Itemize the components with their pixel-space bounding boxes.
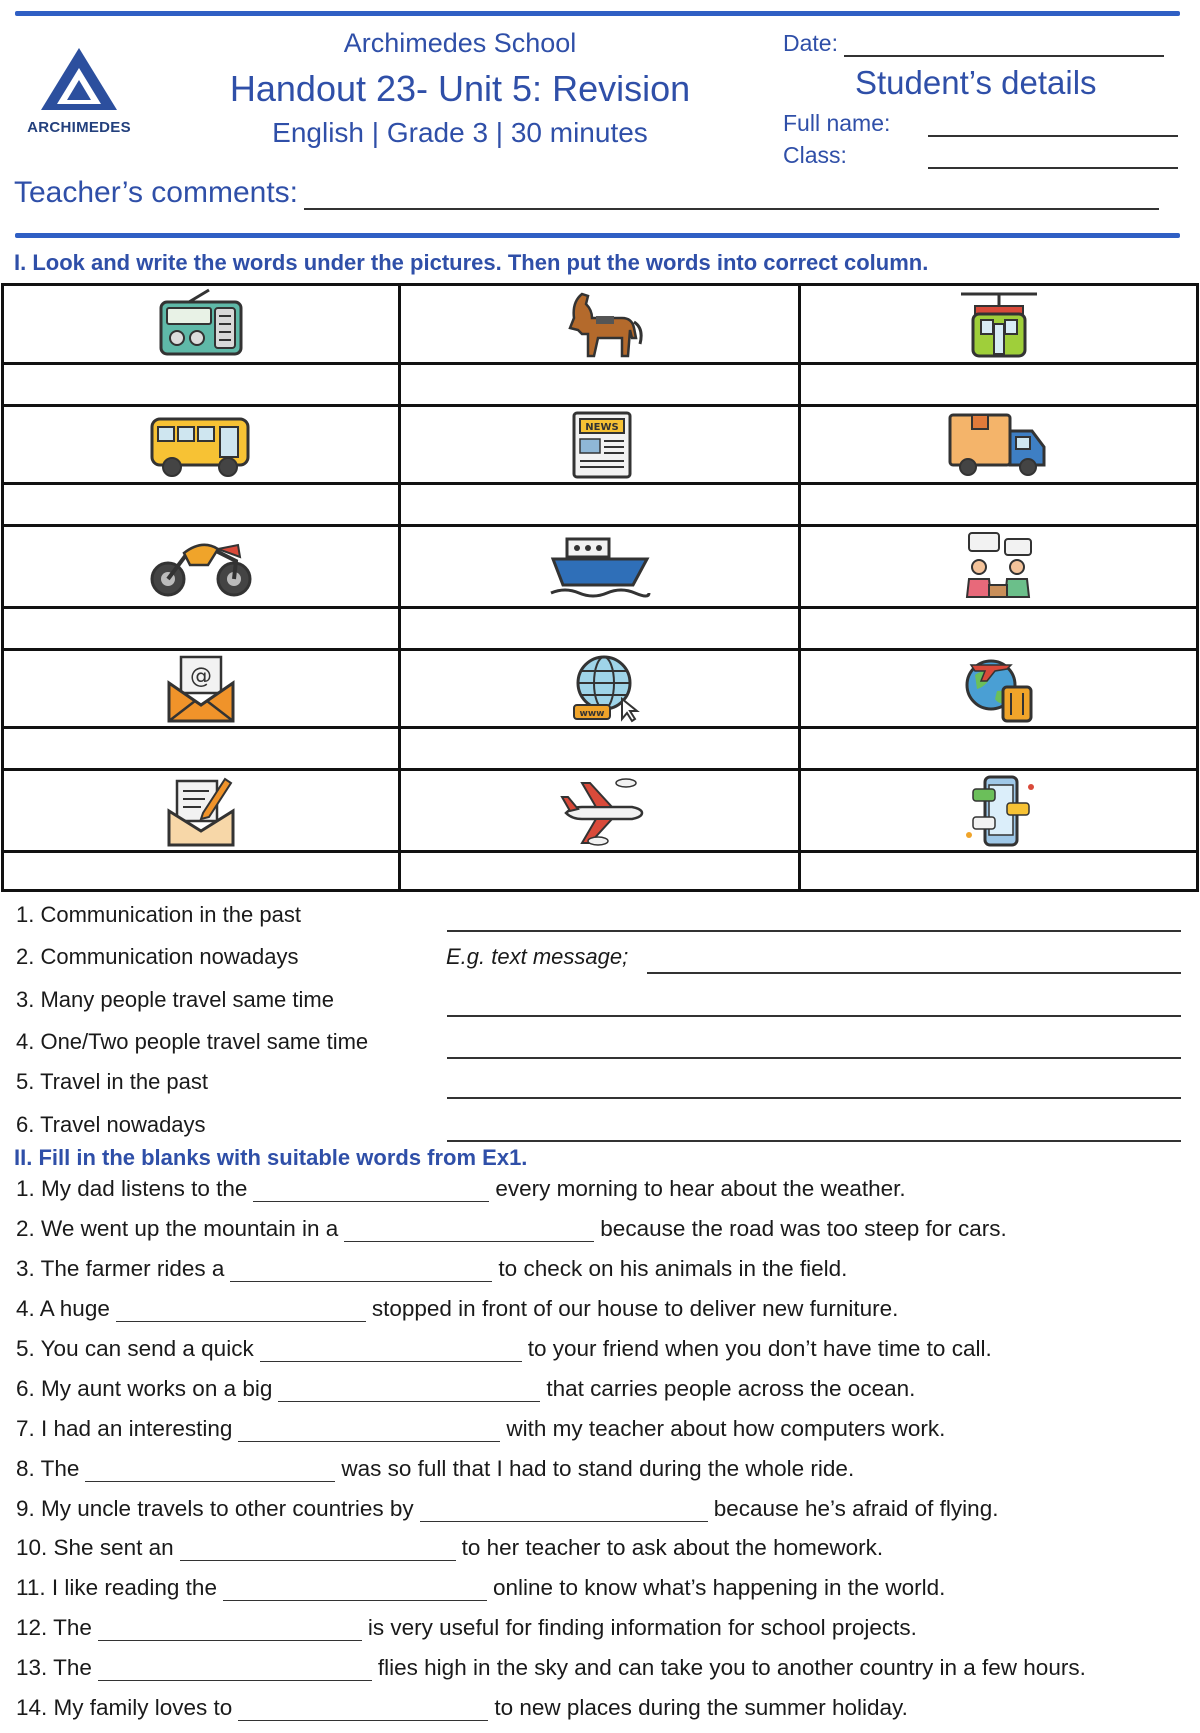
sentence xyxy=(16,1575,945,1601)
sentence-end: that carries people across the ocean. xyxy=(546,1376,916,1401)
text-message-icon xyxy=(951,775,1047,847)
svg-text:@: @ xyxy=(190,663,212,689)
sentence-start: 12. The xyxy=(16,1615,92,1640)
sentence-end: to check on his animals in the field. xyxy=(498,1256,848,1281)
column-row xyxy=(16,1063,1181,1099)
sentence xyxy=(16,1376,915,1402)
date-label: Date: xyxy=(783,30,838,56)
svg-text:NEWS: NEWS xyxy=(584,421,619,433)
answer-cell[interactable] xyxy=(401,609,801,651)
picture-cell xyxy=(401,407,801,485)
sentence-start: 13. The xyxy=(16,1655,92,1680)
sentence-blank[interactable] xyxy=(223,1599,487,1601)
full-name-field[interactable] xyxy=(928,135,1178,137)
sentence-blank[interactable] xyxy=(420,1520,708,1522)
truck-icon xyxy=(944,409,1054,481)
sentence-blank[interactable] xyxy=(230,1280,492,1282)
sentence xyxy=(16,1655,1086,1681)
answer-cell[interactable] xyxy=(1,609,401,651)
sentence-blank[interactable] xyxy=(278,1400,540,1402)
sentence-blank[interactable] xyxy=(98,1679,372,1681)
picture-cell xyxy=(401,527,801,609)
ship-icon xyxy=(545,531,655,603)
picture-cell xyxy=(801,283,1199,365)
cable-car-icon xyxy=(951,288,1047,360)
sentence-start: 2. We went up the mountain in a xyxy=(16,1216,339,1241)
column-row xyxy=(16,1023,1181,1059)
sentence-start: 10. She sent an xyxy=(16,1535,174,1560)
handout-title: Handout 23- Unit 5: Revision xyxy=(229,68,691,109)
column-answer-line[interactable] xyxy=(447,1015,1181,1017)
logo-triangle-icon xyxy=(39,46,119,112)
newspaper-icon xyxy=(552,409,648,481)
sentence-start: 6. My aunt works on a big xyxy=(16,1376,273,1401)
sentence-end: to her teacher to ask about the homework. xyxy=(461,1535,884,1560)
travel-icon xyxy=(951,653,1047,725)
school-name: Archimedes School xyxy=(343,28,577,58)
sentence-start: 14. My family loves to xyxy=(16,1695,233,1720)
picture-cell xyxy=(1,527,401,609)
radio-icon xyxy=(153,288,249,360)
picture-cell xyxy=(401,651,801,729)
sentence-end: stopped in front of our house to deliver new furniture. xyxy=(371,1296,899,1321)
sentence-blank[interactable] xyxy=(238,1719,488,1721)
answer-cell[interactable] xyxy=(1,485,401,527)
full-name-row xyxy=(783,110,1178,137)
column-label: 5. Travel in the past xyxy=(16,1069,208,1094)
sentence-end: was so full that I had to stand during the whole ride. xyxy=(341,1456,855,1481)
column-answer-line[interactable] xyxy=(447,930,1181,932)
email-icon xyxy=(153,653,249,725)
letter-icon xyxy=(153,775,249,847)
answer-cell[interactable] xyxy=(801,365,1199,407)
sentence-blank[interactable] xyxy=(344,1240,594,1242)
exercise1-title: I. Look and write the words under the pictures. Then put the words into correct column. xyxy=(14,250,929,275)
top-divider xyxy=(15,11,1180,16)
picture-cell xyxy=(401,771,801,853)
column-label: 2. Communication nowadays xyxy=(16,944,299,969)
picture-cell xyxy=(1,771,401,853)
sentence-end: because he’s afraid of flying. xyxy=(713,1496,999,1521)
class-label: Class: xyxy=(783,142,847,168)
sentence-end: online to know what’s happening in the world. xyxy=(492,1575,946,1600)
sentence-blank[interactable] xyxy=(116,1320,366,1322)
column-label: 1. Communication in the past xyxy=(16,902,301,927)
column-row xyxy=(16,896,1181,932)
teacher-comments-field[interactable] xyxy=(304,208,1159,210)
sentence xyxy=(16,1256,847,1282)
sentence-start: 1. My dad listens to the xyxy=(16,1176,248,1201)
full-name-label: Full name: xyxy=(783,110,891,136)
picture-grid xyxy=(1,283,1199,890)
column-answer-line[interactable] xyxy=(447,1097,1181,1099)
answer-cell[interactable] xyxy=(401,853,801,892)
sentence xyxy=(16,1615,917,1641)
picture-cell xyxy=(401,283,801,365)
teacher-comments-label: Teacher’s comments: xyxy=(14,176,299,209)
column-answer-line[interactable] xyxy=(447,1140,1181,1142)
answer-cell[interactable] xyxy=(401,729,801,771)
answer-cell[interactable] xyxy=(401,365,801,407)
sentence-start: 5. You can send a quick xyxy=(16,1336,254,1361)
answer-cell[interactable] xyxy=(801,485,1199,527)
sentence xyxy=(16,1496,998,1522)
sentence xyxy=(16,1456,854,1482)
answer-cell[interactable] xyxy=(1,853,401,892)
sentence-start: 11. I like reading the xyxy=(16,1575,217,1600)
picture-cell xyxy=(801,407,1199,485)
sentence-start: 8. The xyxy=(16,1456,80,1481)
sentence-end: to new places during the summer holiday. xyxy=(494,1695,908,1720)
sentence xyxy=(16,1336,992,1362)
answer-cell[interactable] xyxy=(801,729,1199,771)
column-label: 6. Travel nowadays xyxy=(16,1112,206,1137)
answer-cell[interactable] xyxy=(401,485,801,527)
answer-cell[interactable] xyxy=(1,365,401,407)
archimedes-logo xyxy=(14,46,144,136)
sentence xyxy=(16,1416,945,1442)
course-info: English | Grade 3 | 30 minutes xyxy=(272,117,648,148)
sentence-start: 4. A huge xyxy=(16,1296,110,1321)
exercise2-title: II. Fill in the blanks with suitable words from Ex1. xyxy=(14,1145,528,1170)
student-details-heading: Student’s details xyxy=(855,64,1097,101)
airplane-icon xyxy=(552,775,648,847)
answer-cell[interactable] xyxy=(801,853,1199,892)
picture-cell xyxy=(1,651,401,729)
teacher-comments-row xyxy=(14,176,1159,210)
school-bus-icon xyxy=(146,409,256,481)
sentence-blank[interactable] xyxy=(180,1559,456,1561)
column-answer-line[interactable] xyxy=(647,972,1181,974)
column-label: 4. One/Two people travel same time xyxy=(16,1029,369,1054)
horse-icon xyxy=(552,288,648,360)
sentence-end: is very useful for finding information for school projects. xyxy=(367,1615,917,1640)
sentence-blank[interactable] xyxy=(253,1200,489,1202)
sentence xyxy=(16,1296,898,1322)
sentence-start: 3. The farmer rides a xyxy=(16,1256,225,1281)
sentence xyxy=(16,1695,908,1721)
sentence xyxy=(16,1216,1007,1242)
svg-text:www: www xyxy=(579,708,604,719)
header-divider xyxy=(15,233,1180,238)
sentence-start: 7. I had an interesting xyxy=(16,1416,233,1441)
sentence-end: because the road was too steep for cars. xyxy=(600,1216,1007,1241)
picture-cell xyxy=(801,651,1199,729)
class-field[interactable] xyxy=(928,167,1178,169)
picture-cell xyxy=(801,771,1199,853)
column-row xyxy=(16,981,1181,1017)
motorbike-icon xyxy=(146,531,256,603)
sentence-blank[interactable] xyxy=(260,1360,522,1362)
column-example: E.g. text message; xyxy=(446,944,629,969)
answer-cell[interactable] xyxy=(1,729,401,771)
picture-cell xyxy=(1,283,401,365)
sentence-end: with my teacher about how computers work. xyxy=(506,1416,946,1441)
internet-icon xyxy=(552,653,648,725)
conversation-icon xyxy=(951,531,1047,603)
sentence xyxy=(16,1535,883,1561)
date-field[interactable] xyxy=(844,55,1164,57)
column-row xyxy=(16,938,1181,974)
column-answer-line[interactable] xyxy=(447,1057,1181,1059)
date-row xyxy=(783,30,1164,57)
sentence-start: 9. My uncle travels to other countries by xyxy=(16,1496,414,1521)
column-label: 3. Many people travel same time xyxy=(16,987,334,1012)
picture-cell xyxy=(1,407,401,485)
answer-cell[interactable] xyxy=(801,609,1199,651)
sentence-end: to your friend when you don’t have time to call. xyxy=(527,1336,992,1361)
sentence xyxy=(16,1176,906,1202)
sentence-end: every morning to hear about the weather. xyxy=(495,1176,906,1201)
sentence-end: flies high in the sky and can take you to another country in a few hours. xyxy=(377,1655,1086,1680)
sentence-blank[interactable] xyxy=(238,1440,500,1442)
class-row xyxy=(783,142,1178,169)
logo-text: ARCHIMEDES xyxy=(27,119,131,136)
column-row xyxy=(16,1106,1181,1142)
sentence-blank[interactable] xyxy=(85,1480,335,1482)
picture-cell xyxy=(801,527,1199,609)
sentence-blank[interactable] xyxy=(98,1639,362,1641)
